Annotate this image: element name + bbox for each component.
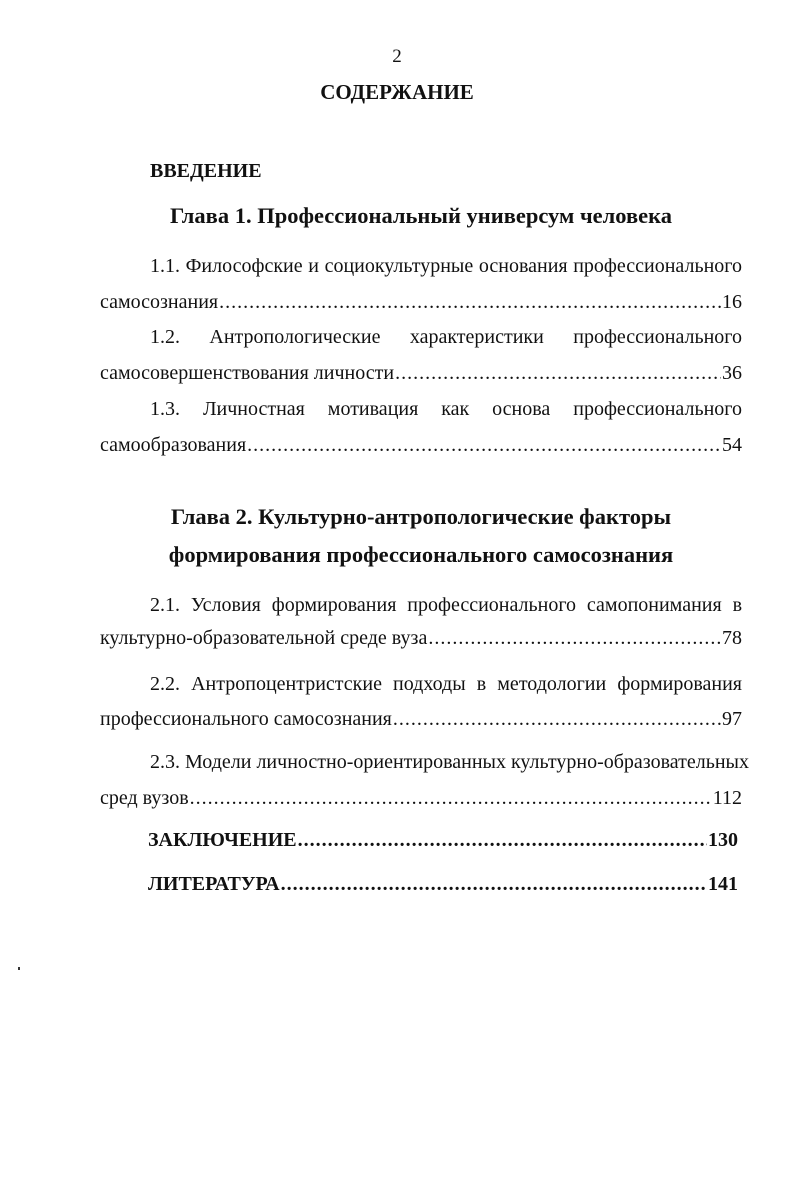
section-title-part2: самосовершенствования личности xyxy=(100,362,395,384)
section-number: 1.2. xyxy=(150,326,180,348)
page-ref: 54 xyxy=(722,434,742,456)
dot-leader xyxy=(281,873,707,896)
dot-leader xyxy=(219,291,721,314)
conclusion-label: ЗАКЛЮЧЕНИЕ xyxy=(148,829,297,851)
page-number: 2 xyxy=(392,46,402,67)
toc-entry-1-1 xyxy=(100,255,742,278)
scan-speck xyxy=(18,967,20,970)
page-ref: 78 xyxy=(722,627,742,649)
toc-entry-1-3 xyxy=(100,398,742,421)
section-number: 1.3. xyxy=(150,398,180,420)
page-ref: 36 xyxy=(722,362,742,384)
toc-entry-conclusion xyxy=(148,829,738,852)
literature-label: ЛИТЕРАТУРА xyxy=(148,873,280,895)
section-title-part2: самосознания xyxy=(100,291,219,313)
section-title-part1: Модели личностно-ориентированных культурно-образовательных xyxy=(185,751,749,773)
section-number: 2.1. xyxy=(150,594,180,616)
page-ref: 16 xyxy=(722,291,742,313)
section-title-part1: Антропологические характеристики профессионального xyxy=(209,326,742,348)
dot-leader xyxy=(395,362,721,385)
dot-leader xyxy=(190,787,712,810)
toc-intro: ВВЕДЕНИЕ xyxy=(150,160,262,182)
toc-entry-1-1-leader xyxy=(100,291,742,314)
section-title-part2: сред вузов xyxy=(100,787,189,809)
dot-leader xyxy=(247,434,721,457)
dot-leader xyxy=(428,627,721,650)
toc-entry-2-3-leader xyxy=(100,787,742,810)
dot-leader xyxy=(298,829,707,852)
chapter-1-title: Глава 1. Профессиональный универсум человека xyxy=(170,203,672,228)
dot-leader xyxy=(393,708,721,731)
toc-entry-1-2 xyxy=(100,326,742,349)
chapter-2-title-line1: Глава 2. Культурно-антропологические факторы xyxy=(170,504,672,529)
toc-entry-1-2-leader xyxy=(100,362,742,385)
page-ref: 112 xyxy=(712,787,742,809)
chapter-2-title-line2: формирования профессионального самосознания xyxy=(168,542,674,567)
toc-entry-2-1-leader xyxy=(100,627,742,650)
toc-entry-literature xyxy=(148,873,738,896)
section-number: 2.3. xyxy=(150,751,180,773)
section-number: 2.2. xyxy=(150,673,180,695)
toc-entry-2-2 xyxy=(100,673,742,696)
page-title: СОДЕРЖАНИЕ xyxy=(320,80,474,104)
section-number: 1.1. xyxy=(150,255,180,277)
section-title-part2: культурно-образовательной среде вуза xyxy=(100,627,428,649)
section-title-part1: Личностная мотивация как основа профессионального xyxy=(202,398,742,420)
toc-entry-2-2-leader xyxy=(100,708,742,731)
page-ref: 97 xyxy=(722,708,742,730)
section-title-part2: профессионального самосознания xyxy=(100,708,392,730)
toc-entry-2-1 xyxy=(100,594,742,617)
section-title-part1: Условия формирования профессионального самопонимания в xyxy=(190,594,743,616)
page-ref: 130 xyxy=(708,829,738,851)
section-title-part2: самообразования xyxy=(100,434,247,456)
page-ref: 141 xyxy=(708,873,738,895)
toc-entry-1-3-leader xyxy=(100,434,742,457)
toc-entry-2-3 xyxy=(100,751,749,774)
section-title-part1: Философские и социокультурные основания профессионального xyxy=(185,255,742,277)
section-title-part1: Антропоцентристские подходы в методологии формирования xyxy=(191,673,742,695)
